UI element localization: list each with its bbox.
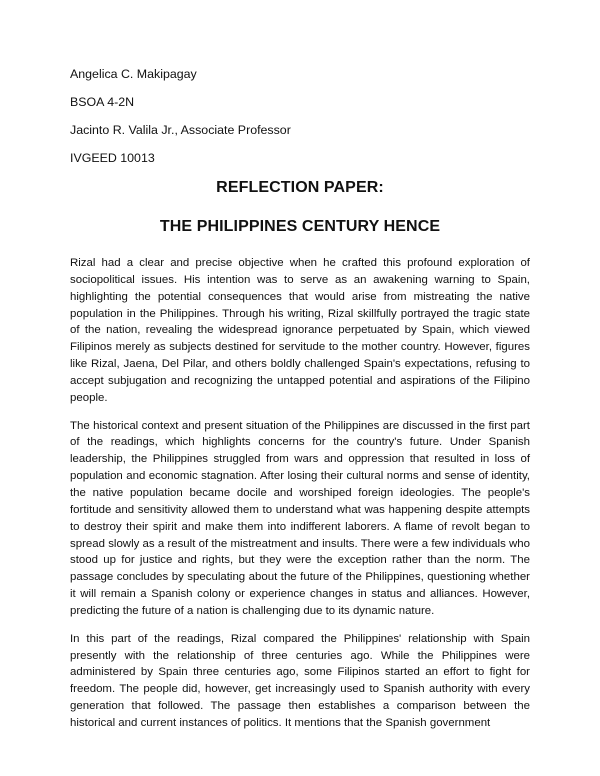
professor-name: Jacinto R. Valila Jr., Associate Professor [70, 123, 291, 137]
paper-title: REFLECTION PAPER: [216, 179, 384, 196]
author-name: Angelica C. Makipagay [70, 67, 197, 81]
body-paragraph: Rizal had a clear and precise objective when he crafted this profound exploration of sociopolitical issues. His intention was to serve as an awakening warning to Spain, highlighting the potential consequences that would arise from mistreating the native population in the Philippines. Through his writing, Rizal skillfully portrayed the tragic state of the nation, revealing the widespread ignorance perpetuated by Spain, which viewed Filipinos merely as subjects destined for servitude to the mother country. However, figures like Rizal, Jaena, Del Pilar, and others boldly challenged Spain's expectations, refusing to accept subjugation and recognizing the untapped potential and aspirations of the Filipino people. [70, 257, 530, 404]
student-section: BSOA 4-2N [70, 95, 135, 109]
course-code: IVGEED 10013 [70, 151, 155, 165]
paper-subtitle: THE PHILIPPINES CENTURY HENCE [159, 218, 441, 235]
body-paragraph: In this part of the readings, Rizal compared the Philippines' relationship with Spain presently with the relationship of three centuries ago. While the Philippines were administered by Spain three centuries ago, some Filipinos started an effort to fight for freedom. The people did, however, get increasingly used to Spanish authority with every generation that followed. The passage then establishes a comparison between the historical and current instances of politics. It mentions that the Spanish government [70, 632, 530, 729]
body-paragraph: The historical context and present situation of the Philippines are discussed in the first part of the readings, which highlights concerns for the country's future. Under Spanish leadership, the Philippines struggled from wars and oppression that resulted in loss of population and economic stagnation. After losing their cultural norms and sense of identity, the native population became docile and worshiped foreign ideologies. The people's fortitude and sensitivity allowed them to understand what was happening despite attempts to destroy their spirit and make them into indifferent laborers. A flame of revolt began to spread slowly as a result of the mistreatment and insults. There were a few individuals who stood up for justice and rights, but they were the exception rather than the norm. The passage concludes by speculating about the future of the Philippines, questioning whether it will remain a Spanish colony or experience changes in status and alliances. However, predicting the future of a nation is challenging due to its dynamic nature. [70, 419, 530, 617]
